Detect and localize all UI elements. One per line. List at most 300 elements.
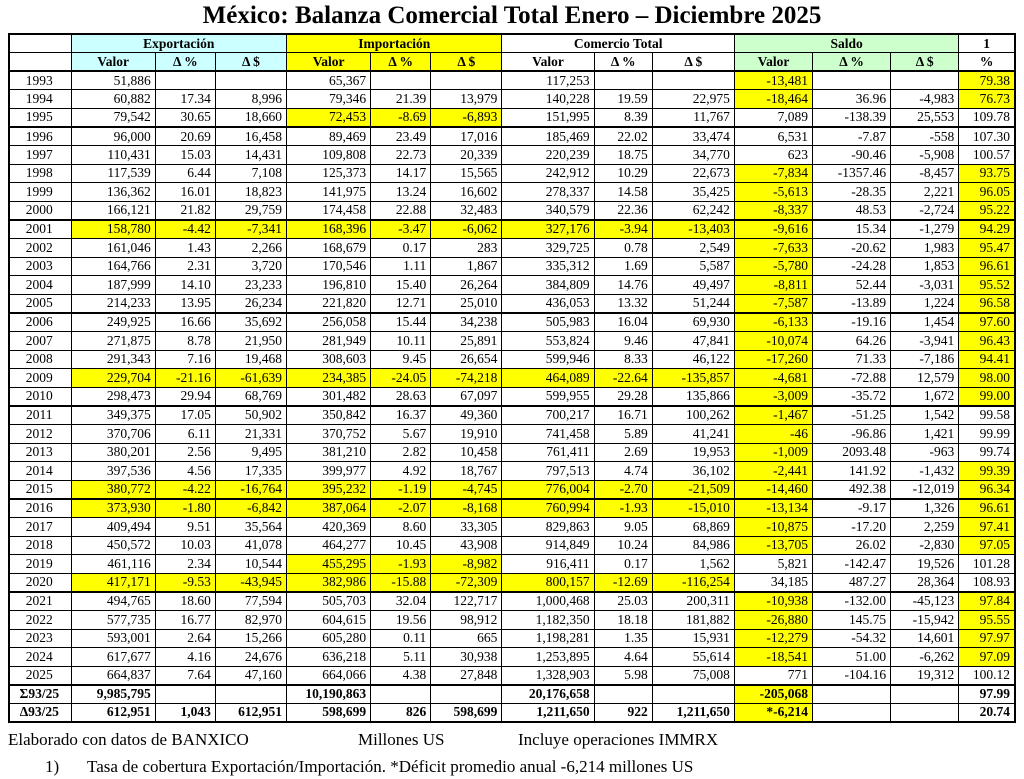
cell-import-delta-usd: -6,062 — [431, 220, 502, 239]
cell-saldo-delta-pct: -13.89 — [813, 294, 891, 313]
cell-saldo-delta-usd: 1,672 — [891, 387, 959, 406]
cell-import-delta-pct: 16.37 — [371, 406, 431, 425]
cell-saldo-delta-pct: -9.17 — [813, 499, 891, 518]
table-row — [9, 71, 1015, 90]
cell-saldo-delta-pct: -17.20 — [813, 517, 891, 536]
cell-comercio-delta-usd: -15,010 — [652, 499, 734, 518]
cell-comercio-delta-usd: 35,425 — [652, 183, 734, 202]
cell-import-delta-pct: 0.17 — [371, 239, 431, 258]
cell-comercio-delta-usd: 5,587 — [652, 257, 734, 276]
cell-saldo-delta-usd: 1,326 — [891, 499, 959, 518]
cell-comercio-delta-pct: 10.29 — [594, 164, 652, 183]
cell-comercio-delta-usd: 55,614 — [652, 648, 734, 667]
cell-saldo-valor: -13,134 — [734, 499, 812, 518]
cell-saldo-delta-pct: 71.33 — [813, 350, 891, 369]
cell-export-valor: 349,375 — [71, 406, 155, 425]
cell-import-delta-usd: 122,717 — [431, 592, 502, 611]
cell-year: 2004 — [9, 276, 71, 295]
cell-export-delta-pct: 20.69 — [155, 127, 215, 146]
table-row — [9, 108, 1015, 127]
cell-saldo-valor: -6,133 — [734, 313, 812, 332]
cell-import-delta-pct: -1.93 — [371, 555, 431, 574]
cell-comercio-valor: 776,004 — [502, 480, 594, 499]
cell-import-delta-usd: 25,891 — [431, 332, 502, 351]
cell-comercio-delta-pct: -22.64 — [594, 369, 652, 388]
cell-comercio-valor: 1,198,281 — [502, 629, 594, 648]
table-row — [9, 703, 1015, 722]
cell-import-delta-usd: 19,910 — [431, 424, 502, 443]
cell-comercio-valor: 1,328,903 — [502, 666, 594, 685]
cell-year: 2023 — [9, 629, 71, 648]
cell-comercio-delta-pct: 29.28 — [594, 387, 652, 406]
cell-comercio-delta-usd: 19,953 — [652, 443, 734, 462]
corner-cell — [9, 53, 71, 72]
cell-saldo-delta-usd: -2,724 — [891, 201, 959, 220]
cell-import-delta-usd: 17,016 — [431, 127, 502, 146]
cell-import-valor: 605,280 — [287, 629, 371, 648]
cell-export-delta-usd: 3,720 — [215, 257, 286, 276]
cell-export-delta-usd: 10,544 — [215, 555, 286, 574]
cell-saldo-delta-usd: 1,224 — [891, 294, 959, 313]
cell-export-delta-pct: 16.01 — [155, 183, 215, 202]
table-row — [9, 629, 1015, 648]
cell-export-valor: 166,121 — [71, 201, 155, 220]
cell-comercio-delta-pct: 14.58 — [594, 183, 652, 202]
cell-import-delta-usd: 30,938 — [431, 648, 502, 667]
cell-export-delta-usd — [215, 685, 286, 704]
cell-import-valor: 196,810 — [287, 276, 371, 295]
cell-tasa-cobertura-pct: 100.12 — [959, 666, 1015, 685]
cell-import-delta-usd: 26,654 — [431, 350, 502, 369]
cell-import-delta-usd: 16,602 — [431, 183, 502, 202]
cell-year: 2014 — [9, 462, 71, 481]
cell-comercio-delta-usd: 62,242 — [652, 201, 734, 220]
cell-tasa-cobertura-pct: 99.58 — [959, 406, 1015, 425]
cell-comercio-valor: 505,983 — [502, 313, 594, 332]
subheader-delta-usd: Δ $ — [891, 53, 959, 72]
cell-saldo-valor: -4,681 — [734, 369, 812, 388]
cell-comercio-delta-usd: 1,562 — [652, 555, 734, 574]
cell-saldo-valor: 771 — [734, 666, 812, 685]
table-row — [9, 406, 1015, 425]
cell-export-valor: 593,001 — [71, 629, 155, 648]
cell-year: 2001 — [9, 220, 71, 239]
cell-comercio-valor: 800,157 — [502, 573, 594, 592]
cell-export-delta-usd: 35,692 — [215, 313, 286, 332]
cell-export-delta-pct: 7.64 — [155, 666, 215, 685]
cell-saldo-delta-usd: 25,553 — [891, 108, 959, 127]
cell-comercio-delta-usd: 2,549 — [652, 239, 734, 258]
cell-import-delta-pct: 23.49 — [371, 127, 431, 146]
cell-saldo-delta-usd: 14,601 — [891, 629, 959, 648]
cell-tasa-cobertura-pct: 93.75 — [959, 164, 1015, 183]
cell-saldo-delta-usd — [891, 685, 959, 704]
cell-export-delta-usd: 82,970 — [215, 610, 286, 629]
cell-export-valor: 117,539 — [71, 164, 155, 183]
cell-tasa-cobertura-pct: 95.22 — [959, 201, 1015, 220]
cell-saldo-delta-usd: -558 — [891, 127, 959, 146]
cell-saldo-delta-pct: -90.46 — [813, 146, 891, 165]
cell-comercio-delta-pct: 5.98 — [594, 666, 652, 685]
cell-comercio-valor: 185,469 — [502, 127, 594, 146]
cell-comercio-delta-pct: 922 — [594, 703, 652, 722]
cell-saldo-valor: -7,834 — [734, 164, 812, 183]
cell-comercio-delta-usd: 1,211,650 — [652, 703, 734, 722]
cell-comercio-valor: 1,000,468 — [502, 592, 594, 611]
cell-comercio-delta-usd: 22,673 — [652, 164, 734, 183]
cell-export-delta-pct: 14.10 — [155, 276, 215, 295]
cell-tasa-cobertura-pct: 99.00 — [959, 387, 1015, 406]
cell-tasa-cobertura-pct: 98.00 — [959, 369, 1015, 388]
cell-tasa-cobertura-pct: 96.34 — [959, 480, 1015, 499]
cell-comercio-delta-usd: 11,767 — [652, 108, 734, 127]
cell-saldo-valor: *-6,214 — [734, 703, 812, 722]
cell-comercio-delta-pct: -3.94 — [594, 220, 652, 239]
cell-import-delta-pct: 9.45 — [371, 350, 431, 369]
cell-saldo-valor: 7,089 — [734, 108, 812, 127]
cell-comercio-delta-pct: 22.02 — [594, 127, 652, 146]
cell-saldo-delta-pct: -28.35 — [813, 183, 891, 202]
cell-saldo-delta-usd — [891, 71, 959, 90]
cell-import-delta-usd — [431, 71, 502, 90]
cell-export-valor: 298,473 — [71, 387, 155, 406]
cell-import-valor: 10,190,863 — [287, 685, 371, 704]
cell-year: 1999 — [9, 183, 71, 202]
subheader-pct: % — [959, 53, 1015, 72]
cell-comercio-delta-pct — [594, 71, 652, 90]
cell-import-delta-pct: -3.47 — [371, 220, 431, 239]
cell-import-valor: 89,469 — [287, 127, 371, 146]
cell-import-delta-usd: -8,168 — [431, 499, 502, 518]
cell-export-delta-usd: -61,639 — [215, 369, 286, 388]
cell-import-valor: 221,820 — [287, 294, 371, 313]
cell-import-delta-pct: 1.11 — [371, 257, 431, 276]
cell-comercio-valor: 1,211,650 — [502, 703, 594, 722]
cell-tasa-cobertura-pct: 99.74 — [959, 443, 1015, 462]
group-header-saldo: Saldo — [734, 34, 958, 53]
cell-saldo-delta-pct — [813, 71, 891, 90]
cell-saldo-delta-pct: -96.86 — [813, 424, 891, 443]
table-row — [9, 90, 1015, 109]
cell-comercio-delta-usd — [652, 685, 734, 704]
cell-export-valor: 164,766 — [71, 257, 155, 276]
cell-saldo-delta-usd: -1,432 — [891, 462, 959, 481]
cell-export-valor: 161,046 — [71, 239, 155, 258]
cell-year: 2015 — [9, 480, 71, 499]
corner-cell — [9, 34, 71, 53]
cell-export-delta-pct: 1.43 — [155, 239, 215, 258]
cell-import-delta-pct: 826 — [371, 703, 431, 722]
cell-comercio-delta-pct: 1.69 — [594, 257, 652, 276]
table-row — [9, 127, 1015, 146]
subheader-valor: Valor — [71, 53, 155, 72]
cell-export-delta-usd: 16,458 — [215, 127, 286, 146]
cell-comercio-valor: 741,458 — [502, 424, 594, 443]
cell-comercio-delta-usd: 36,102 — [652, 462, 734, 481]
cell-import-delta-usd: -4,745 — [431, 480, 502, 499]
cell-saldo-valor: -8,337 — [734, 201, 812, 220]
cell-export-delta-pct: 16.77 — [155, 610, 215, 629]
cell-import-delta-usd: 15,565 — [431, 164, 502, 183]
cell-export-delta-usd: 17,335 — [215, 462, 286, 481]
cell-year: 2022 — [9, 610, 71, 629]
cell-year: 1994 — [9, 90, 71, 109]
cell-import-valor: 382,986 — [287, 573, 371, 592]
cell-saldo-delta-usd: 12,579 — [891, 369, 959, 388]
table-row — [9, 387, 1015, 406]
cell-saldo-delta-usd: -6,262 — [891, 648, 959, 667]
cell-import-valor: 109,808 — [287, 146, 371, 165]
cell-year: 1998 — [9, 164, 71, 183]
cell-saldo-delta-pct: -1357.46 — [813, 164, 891, 183]
cell-year: 2010 — [9, 387, 71, 406]
subheader-delta-usd: Δ $ — [215, 53, 286, 72]
cell-comercio-delta-usd: 75,008 — [652, 666, 734, 685]
cell-year: 2016 — [9, 499, 71, 518]
table-row — [9, 685, 1015, 704]
cell-export-delta-pct: 6.11 — [155, 424, 215, 443]
cell-comercio-delta-pct: 22.36 — [594, 201, 652, 220]
cell-comercio-valor: 914,849 — [502, 536, 594, 555]
table-row — [9, 610, 1015, 629]
cell-comercio-valor: 335,312 — [502, 257, 594, 276]
cell-import-delta-usd: 18,767 — [431, 462, 502, 481]
cell-export-valor: 494,765 — [71, 592, 155, 611]
cell-import-valor: 387,064 — [287, 499, 371, 518]
subheader-valor: Valor — [502, 53, 594, 72]
cell-saldo-delta-usd: 28,364 — [891, 573, 959, 592]
cell-comercio-delta-usd: -13,403 — [652, 220, 734, 239]
cell-saldo-delta-pct: 2093.48 — [813, 443, 891, 462]
cell-comercio-delta-usd — [652, 71, 734, 90]
cell-comercio-delta-usd: 49,497 — [652, 276, 734, 295]
cell-import-delta-pct: 5.11 — [371, 648, 431, 667]
cell-year: 2005 — [9, 294, 71, 313]
cell-import-valor: 455,295 — [287, 555, 371, 574]
cell-export-delta-pct: 16.66 — [155, 313, 215, 332]
trade-balance-table — [8, 33, 1016, 723]
cell-saldo-valor: -3,009 — [734, 387, 812, 406]
group-header-1: 1 — [959, 34, 1015, 53]
cell-comercio-delta-usd: 68,869 — [652, 517, 734, 536]
cell-import-delta-usd: 1,867 — [431, 257, 502, 276]
cell-export-delta-usd: 9,495 — [215, 443, 286, 462]
table-row — [9, 424, 1015, 443]
cell-saldo-delta-usd: 1,421 — [891, 424, 959, 443]
cell-export-delta-pct: 8.78 — [155, 332, 215, 351]
cell-import-delta-usd: 32,483 — [431, 201, 502, 220]
cell-saldo-delta-usd: -963 — [891, 443, 959, 462]
cell-saldo-delta-pct: -7.87 — [813, 127, 891, 146]
cell-export-delta-usd: 41,078 — [215, 536, 286, 555]
cell-year: Δ93/25 — [9, 703, 71, 722]
cell-saldo-delta-pct: -142.47 — [813, 555, 891, 574]
cell-comercio-delta-pct: 13.32 — [594, 294, 652, 313]
cell-export-delta-pct: 1,043 — [155, 703, 215, 722]
cell-tasa-cobertura-pct: 97.60 — [959, 313, 1015, 332]
cell-export-delta-pct: 18.60 — [155, 592, 215, 611]
cell-import-delta-pct: 4.92 — [371, 462, 431, 481]
cell-export-valor: 51,886 — [71, 71, 155, 90]
table-row — [9, 294, 1015, 313]
cell-comercio-delta-usd: 33,474 — [652, 127, 734, 146]
table-row — [9, 536, 1015, 555]
cell-export-valor: 373,930 — [71, 499, 155, 518]
cell-saldo-delta-usd: -1,279 — [891, 220, 959, 239]
cell-saldo-delta-usd — [891, 703, 959, 722]
cell-year: 1997 — [9, 146, 71, 165]
subheader-delta-pct: Δ % — [155, 53, 215, 72]
cell-saldo-delta-pct — [813, 703, 891, 722]
cell-export-valor: 617,677 — [71, 648, 155, 667]
cell-comercio-valor: 553,824 — [502, 332, 594, 351]
cell-import-delta-usd: 283 — [431, 239, 502, 258]
cell-saldo-delta-usd: 1,853 — [891, 257, 959, 276]
cell-saldo-delta-usd: -2,830 — [891, 536, 959, 555]
cell-import-delta-usd: 10,458 — [431, 443, 502, 462]
cell-export-valor: 380,201 — [71, 443, 155, 462]
cell-export-delta-usd: -6,842 — [215, 499, 286, 518]
cell-comercio-delta-usd: 100,262 — [652, 406, 734, 425]
cell-tasa-cobertura-pct: 97.05 — [959, 536, 1015, 555]
cell-comercio-valor: 760,994 — [502, 499, 594, 518]
cell-import-delta-usd: 33,305 — [431, 517, 502, 536]
cell-export-valor: 397,536 — [71, 462, 155, 481]
cell-tasa-cobertura-pct: 97.84 — [959, 592, 1015, 611]
cell-export-valor: 9,985,795 — [71, 685, 155, 704]
cell-tasa-cobertura-pct: 94.29 — [959, 220, 1015, 239]
cell-comercio-delta-pct: -2.70 — [594, 480, 652, 499]
table-row — [9, 332, 1015, 351]
cell-export-delta-usd: 68,769 — [215, 387, 286, 406]
table-row — [9, 499, 1015, 518]
cell-year: 2012 — [9, 424, 71, 443]
cell-saldo-delta-usd: -15,942 — [891, 610, 959, 629]
cell-export-valor: 136,362 — [71, 183, 155, 202]
cell-import-valor: 170,546 — [287, 257, 371, 276]
cell-saldo-delta-usd: 19,312 — [891, 666, 959, 685]
cell-saldo-valor: -14,460 — [734, 480, 812, 499]
cell-saldo-delta-pct: 64.26 — [813, 332, 891, 351]
cell-import-delta-usd: -74,218 — [431, 369, 502, 388]
cell-year: 2025 — [9, 666, 71, 685]
cell-comercio-delta-usd: 51,244 — [652, 294, 734, 313]
cell-import-valor: 664,066 — [287, 666, 371, 685]
cell-export-delta-usd: 47,160 — [215, 666, 286, 685]
cell-import-valor: 381,210 — [287, 443, 371, 462]
cell-comercio-valor: 117,253 — [502, 71, 594, 90]
cell-saldo-valor: -10,875 — [734, 517, 812, 536]
cell-import-valor: 308,603 — [287, 350, 371, 369]
cell-comercio-valor: 220,239 — [502, 146, 594, 165]
cell-export-valor: 110,431 — [71, 146, 155, 165]
cell-export-delta-pct: 29.94 — [155, 387, 215, 406]
cell-export-valor: 271,875 — [71, 332, 155, 351]
cell-export-delta-pct: 2.34 — [155, 555, 215, 574]
cell-comercio-delta-usd: 34,770 — [652, 146, 734, 165]
cell-comercio-valor: 1,182,350 — [502, 610, 594, 629]
cell-export-valor: 96,000 — [71, 127, 155, 146]
cell-comercio-delta-pct: 16.71 — [594, 406, 652, 425]
subheader-valor: Valor — [734, 53, 812, 72]
cell-export-valor: 612,951 — [71, 703, 155, 722]
cell-export-valor: 577,735 — [71, 610, 155, 629]
cell-import-delta-pct: -2.07 — [371, 499, 431, 518]
cell-import-delta-usd: 26,264 — [431, 276, 502, 295]
cell-comercio-delta-usd: 181,882 — [652, 610, 734, 629]
cell-export-delta-usd: 26,234 — [215, 294, 286, 313]
table-row — [9, 220, 1015, 239]
cell-export-delta-pct: 7.16 — [155, 350, 215, 369]
cell-comercio-valor: 151,995 — [502, 108, 594, 127]
cell-saldo-delta-pct: -19.16 — [813, 313, 891, 332]
footnote-text: Tasa de cobertura Exportación/Importación. *Déficit promedio anual -6,214 millones US — [87, 756, 694, 776]
operations-note: Incluye operaciones IMMRX — [518, 729, 719, 749]
cell-export-delta-pct: -21.16 — [155, 369, 215, 388]
cell-saldo-delta-usd: -3,031 — [891, 276, 959, 295]
cell-saldo-delta-pct: 141.92 — [813, 462, 891, 481]
group-header-comercio-total: Comercio Total — [502, 34, 734, 53]
cell-comercio-valor: 436,053 — [502, 294, 594, 313]
cell-saldo-delta-usd: -4,983 — [891, 90, 959, 109]
cell-export-valor: 461,116 — [71, 555, 155, 574]
cell-export-delta-pct: 2.31 — [155, 257, 215, 276]
cell-comercio-valor: 797,513 — [502, 462, 594, 481]
cell-year: 2006 — [9, 313, 71, 332]
cell-saldo-valor: -1,467 — [734, 406, 812, 425]
cell-tasa-cobertura-pct: 96.43 — [959, 332, 1015, 351]
cell-comercio-delta-pct: 9.05 — [594, 517, 652, 536]
table-row — [9, 350, 1015, 369]
cell-saldo-valor: -26,880 — [734, 610, 812, 629]
cell-saldo-delta-pct: -35.72 — [813, 387, 891, 406]
cell-year: 2009 — [9, 369, 71, 388]
cell-import-delta-pct: 10.11 — [371, 332, 431, 351]
cell-saldo-valor: -1,009 — [734, 443, 812, 462]
cell-export-delta-pct: 2.64 — [155, 629, 215, 648]
cell-comercio-delta-pct: 9.46 — [594, 332, 652, 351]
cell-saldo-delta-usd: 2,259 — [891, 517, 959, 536]
cell-import-valor: 399,977 — [287, 462, 371, 481]
cell-saldo-valor: -8,811 — [734, 276, 812, 295]
cell-saldo-valor: -7,587 — [734, 294, 812, 313]
cell-saldo-valor: -13,481 — [734, 71, 812, 90]
cell-import-delta-usd: 20,339 — [431, 146, 502, 165]
cell-export-delta-usd: 35,564 — [215, 517, 286, 536]
cell-tasa-cobertura-pct: 79.38 — [959, 71, 1015, 90]
cell-comercio-delta-pct: -12.69 — [594, 573, 652, 592]
cell-comercio-delta-usd: 84,986 — [652, 536, 734, 555]
cell-saldo-valor: -9,616 — [734, 220, 812, 239]
cell-saldo-delta-usd: -8,457 — [891, 164, 959, 183]
cell-saldo-valor: -205,068 — [734, 685, 812, 704]
cell-import-delta-pct: 10.45 — [371, 536, 431, 555]
cell-export-delta-pct: 15.03 — [155, 146, 215, 165]
cell-comercio-delta-pct: 8.33 — [594, 350, 652, 369]
cell-import-delta-pct: 15.44 — [371, 313, 431, 332]
cell-export-delta-pct: -4.22 — [155, 480, 215, 499]
cell-comercio-delta-usd: -135,857 — [652, 369, 734, 388]
cell-import-delta-pct: -24.05 — [371, 369, 431, 388]
cell-import-delta-usd: -72,309 — [431, 573, 502, 592]
cell-tasa-cobertura-pct: 96.58 — [959, 294, 1015, 313]
table-row — [9, 146, 1015, 165]
cell-saldo-delta-usd: 2,221 — [891, 183, 959, 202]
cell-saldo-delta-pct: 487.27 — [813, 573, 891, 592]
cell-comercio-valor: 340,579 — [502, 201, 594, 220]
subheader-delta-usd: Δ $ — [652, 53, 734, 72]
cell-tasa-cobertura-pct: 101.28 — [959, 555, 1015, 574]
